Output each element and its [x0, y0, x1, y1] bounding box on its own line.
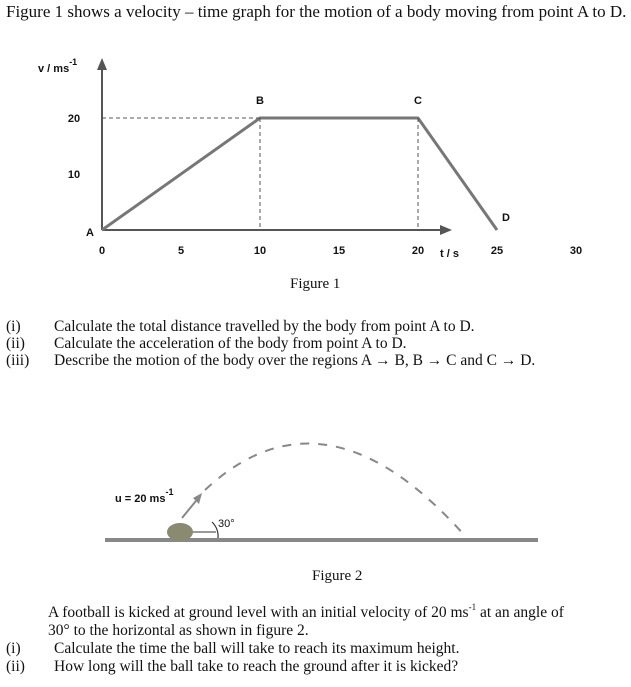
- football: [167, 523, 193, 541]
- intro-text: Figure 1 shows a velocity – time graph for the motion of a body moving from point A to D.: [6, 2, 627, 21]
- point-label: A: [86, 227, 94, 239]
- figure1-caption: Figure 1: [290, 276, 341, 292]
- graph-ticks: [68, 113, 582, 257]
- x-tick-label: 15: [332, 245, 346, 257]
- question-text: Calculate the total distance travelled by the body from point A to D.: [54, 318, 475, 335]
- x-tick-label: 25: [490, 245, 504, 257]
- question2-item: [6, 658, 606, 678]
- question-number: (ii): [6, 658, 25, 675]
- x-axis-label: t / s: [440, 248, 459, 260]
- question2-item: [6, 640, 606, 660]
- y-tick-label: 10: [67, 169, 81, 181]
- question-number: (iii): [6, 352, 30, 369]
- question-text: How long will the ball take to reach the ground after it is kicked?: [54, 658, 459, 675]
- x-tick-label: 0: [98, 245, 106, 257]
- question1-item: [6, 352, 606, 372]
- question-number: (i): [6, 640, 21, 657]
- x-tick-label: 30: [569, 245, 583, 257]
- x-tick-label: 5: [177, 245, 185, 257]
- figure2-caption: Figure 2: [312, 568, 363, 584]
- point-label: D: [502, 212, 510, 224]
- velocity-time-graph: [0, 0, 631, 300]
- point-label: C: [414, 95, 422, 107]
- question-text: Calculate the acceleration of the body from point A to D.: [54, 335, 407, 352]
- velocity-label: u = 20 $ms^{-1}$: [115, 487, 174, 505]
- projectile-figure: [0, 420, 631, 560]
- question-text: Describe the motion of the body over the regions A → B, B → C and C → D.: [54, 352, 536, 369]
- x-tick-label: 20: [411, 245, 425, 257]
- problem-paragraph-line2: 30° to the horizontal as shown in figure 2.: [48, 622, 309, 639]
- y-axis-label: v / $ms^{-1}$: [38, 57, 78, 75]
- angle-label: 30°: [218, 518, 235, 530]
- point-label: B: [256, 95, 264, 107]
- graph-series: [102, 118, 497, 230]
- velocity-line: [102, 118, 497, 230]
- question-number: (ii): [6, 335, 25, 352]
- question-number: (i): [6, 318, 21, 335]
- y-axis-arrowhead: [97, 58, 107, 70]
- graph-axes: [97, 58, 452, 235]
- question-text: Calculate the time the ball will take to reach its maximum height.: [54, 640, 460, 657]
- problem-paragraph-line1: A football is kicked at ground level with an initial velocity of 20 $ms^{-1}$ at an angle of: [48, 602, 564, 621]
- y-tick-label: 20: [67, 113, 81, 125]
- x-axis-arrowhead: [440, 225, 452, 235]
- x-tick-label: 10: [253, 245, 267, 257]
- trajectory-path: [205, 444, 465, 536]
